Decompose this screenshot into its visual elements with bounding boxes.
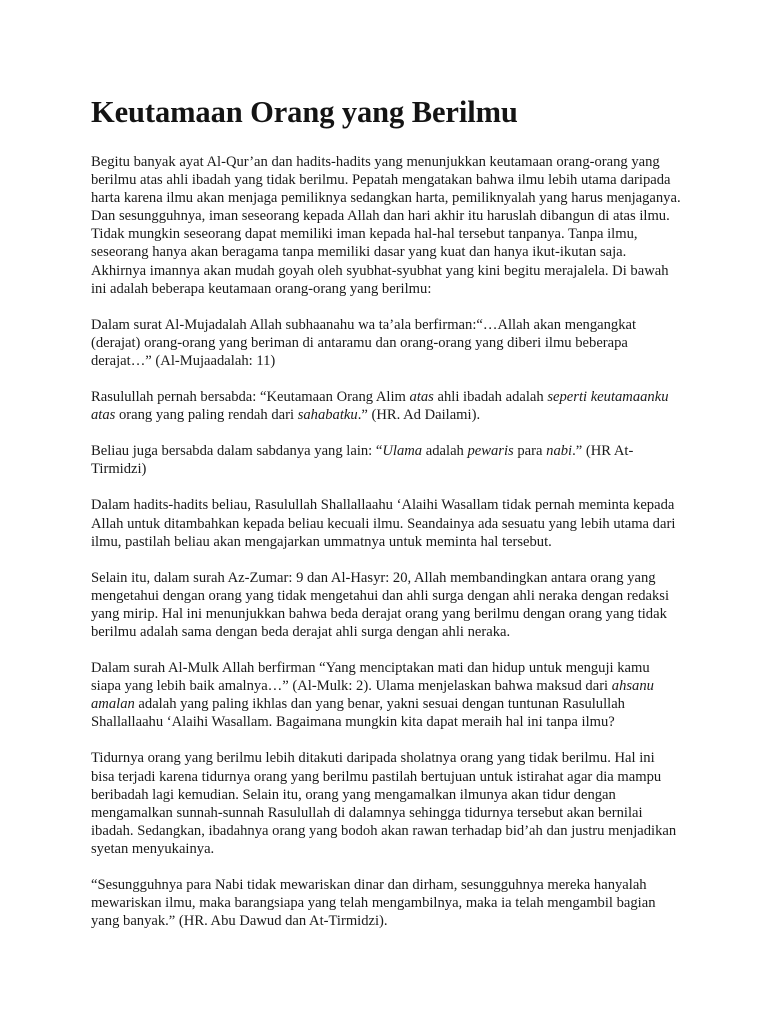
document-title: Keutamaan Orang yang Berilmu [91, 95, 518, 129]
text-run: orang yang paling rendah dari [115, 407, 298, 424]
italic-text-run: sahabatku [297, 407, 358, 424]
text-run: .” (HR. Ad Dailami). [357, 407, 481, 424]
italic-text-run: seperti keutamaanku atas [91, 389, 669, 424]
text-run: adalah [422, 443, 468, 460]
paragraph-tirmidzi [91, 442, 681, 478]
text-run: Beliau juga bersabda dalam sabdanya yang lain: “ [91, 443, 383, 460]
italic-text-run: atas [409, 389, 434, 406]
paragraph-ad-dailami [91, 388, 681, 424]
text-run: Dalam hadits-hadits beliau, Rasulullah Shallallaahu ‘Alaihi Wasallam tidak pernah meminta kepada Allah untuk ditambahkan kepada beliau kecuali ilmu. Seandainya ada sesuatu yang lebih utama dari ilmu, pastilah beliau akan mengajarkan ummatnya untuk meminta hal tersebut. [91, 497, 676, 550]
text-run: ahli ibadah adalah [433, 389, 548, 406]
paragraph-tidur [91, 749, 681, 858]
paragraph-hadits [91, 496, 681, 550]
paragraph-al-mulk [91, 659, 681, 731]
italic-text-run: nabi [546, 443, 573, 460]
italic-text-run: pewaris [467, 443, 514, 460]
text-run: “Sesungguhnya para Nabi tidak mewariskan dinar dan dirham, sesungguhnya mereka hanyalah mewariskan ilmu, maka barangsiapa yang telah mengambilnya, maka ia telah mengambil bagian yang banyak.” (HR. Abu Dawud dan At-Tirmidzi). [91, 877, 656, 930]
paragraph-abu-dawud [91, 876, 681, 930]
text-run: Begitu banyak ayat Al-Qur’an dan hadits-hadits yang menunjukkan keutamaan orang-orang yang berilmu atas ahli ibadah yang tidak berilmu. Pepatah mengatakan bahwa ilmu lebih utama daripada harta karena ilmu akan menjaga pemiliknya sedangkan harta, pemiliknyalah yang harus menjaganya. Dan sesungguhnya, iman seseorang kepada Allah dan hari akhir itu haruslah dibangun di atas ilmu. Tidak mungkin seseorang dapat memiliki iman kepada hal-hal tersebut tanpanya. Tanpa ilmu, seseorang hanya akan beragama tanpa memiliki dasar yang kuat dan hanya ikut-ikutan saja. Akhirnya imannya akan mudah goyah oleh syubhat-syubhat yang kini begitu merajalela. Di bawah ini adalah beberapa keutamaan orang-orang yang berilmu: [91, 154, 681, 297]
text-run: Selain itu, dalam surah Az-Zumar: 9 dan Al-Hasyr: 20, Allah membandingkan antara orang yang mengetahui dengan orang yang tidak mengetahui dan ahli surga dengan ahli neraka dengan redaksi yang mirip. Hal ini menunjukkan bahwa beda derajat orang yang berilmu dengan orang yang tidak berilmu adalah sama dengan beda derajat ahli surga dengan ahli neraka. [91, 569, 670, 640]
text-run: para [513, 443, 547, 460]
paragraph-intro [91, 153, 681, 298]
italic-text-run: ahsanu amalan [91, 678, 654, 713]
italic-text-run: Ulama [382, 443, 423, 460]
text-run: .” (HR At-Tirmidzi) [91, 443, 634, 478]
document-page [91, 94, 681, 948]
paragraph-az-zumar [91, 569, 681, 641]
text-run: Dalam surat Al-Mujadalah Allah subhaanahu wa ta’ala berfirman:“…Allah akan mengangkat (derajat) orang-orang yang beriman di antaramu dan orang-orang yang diberi ilmu beberapa derajat…” (Al-Mujaadalah: 11) [91, 316, 637, 369]
text-run: Rasulullah pernah bersabda: “Keutamaan Orang Alim [91, 389, 410, 406]
text-run: adalah yang paling ikhlas dan yang benar, yakni sesuai dengan tuntunan Rasulullah Shallallaahu ‘Alaihi Wasallam. Bagaimana mungkin kita dapat meraih hal ini tanpa ilmu? [91, 696, 625, 731]
text-run: Dalam surah Al-Mulk Allah berfirman “Yang menciptakan mati dan hidup untuk menguji kamu siapa yang lebih baik amalnya…” (Al-Mulk: 2). Ulama menjelaskan bahwa maksud dari [91, 660, 650, 695]
paragraph-mujadalah [91, 316, 681, 370]
text-run: Tidurnya orang yang berilmu lebih ditakuti daripada sholatnya orang yang tidak berilmu. Hal ini bisa terjadi karena tidurnya orang yang berilmu pastilah bertujuan untuk istirahat agar dia mampu beribadah lagi kemudian. Selain itu, orang yang mengamalkan ilmunya akan tidur dengan mengamalkan sunnah-sunnah Rasulullah di dalamnya sehingga tidurnya tersebut akan bernilai ibadah. Sedangkan, ibadahnya orang yang bodoh akan rawan terhadap bid’ah dan justru menjadikan syetan menyukainya. [91, 750, 677, 857]
